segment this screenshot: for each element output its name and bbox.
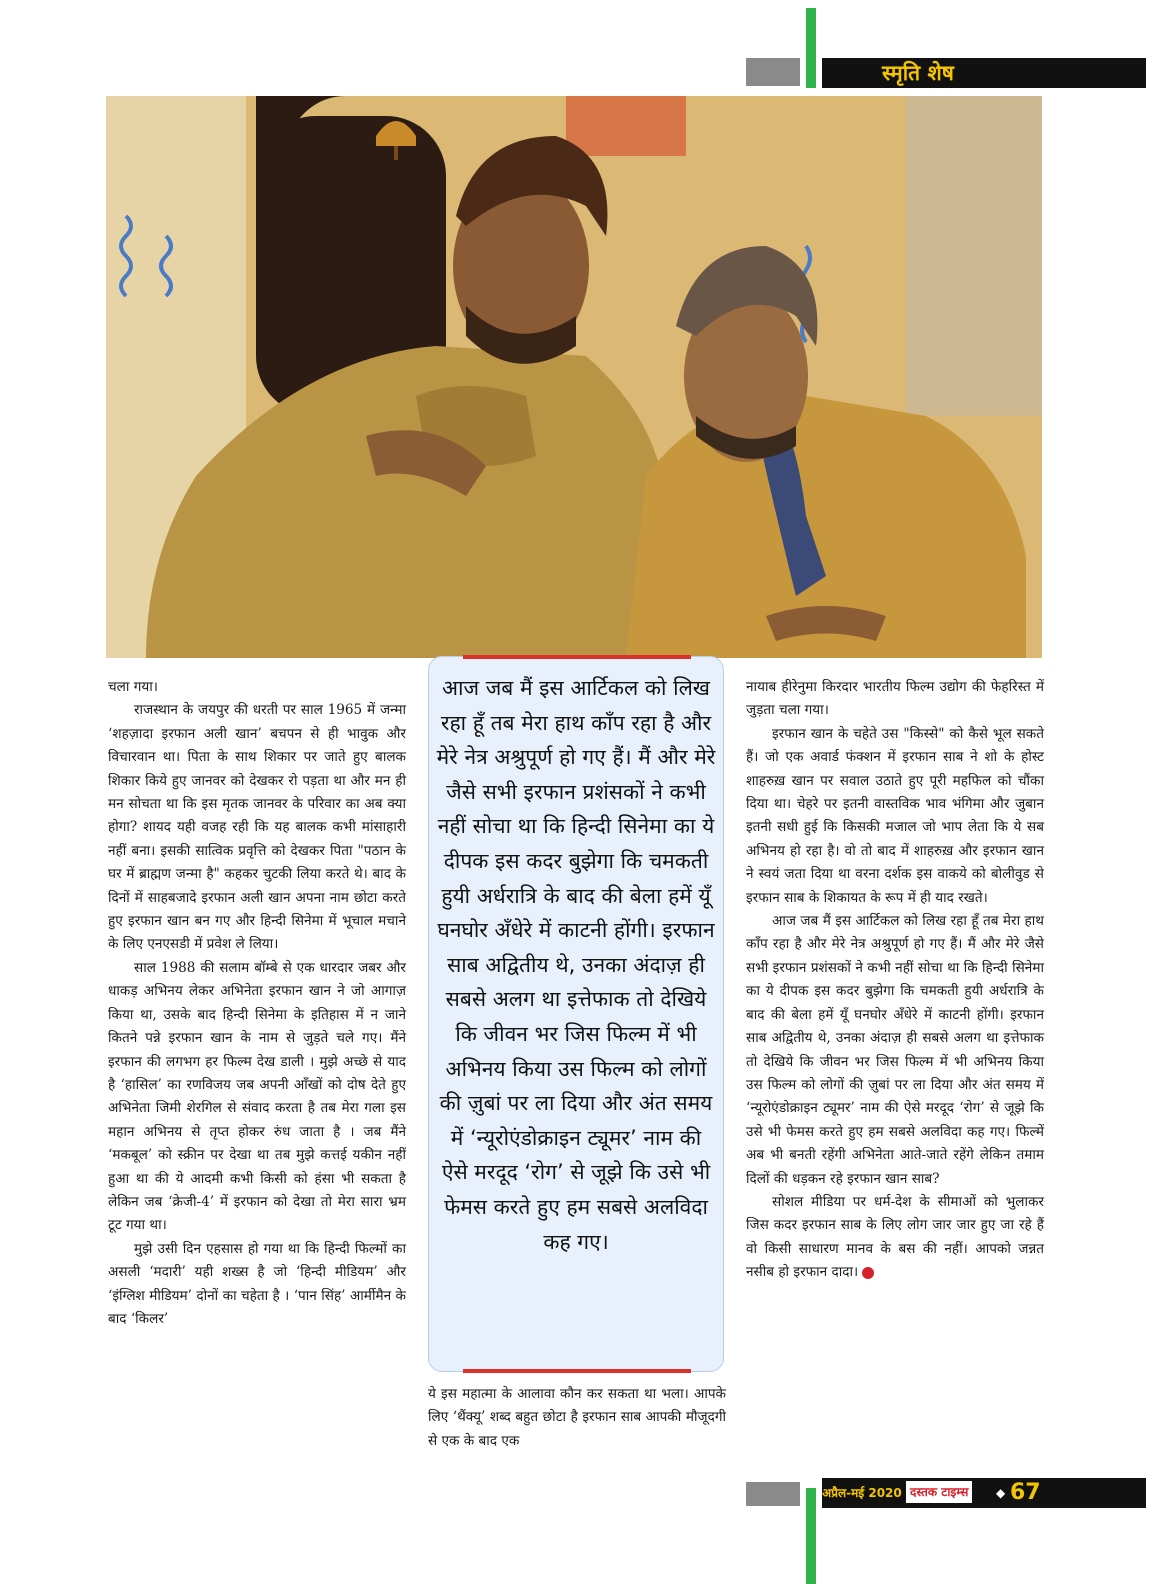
paragraph: आज जब मैं इस आर्टिकल को लिख रहा हूँ तब मेरा हाथ काँप रहा है और मेरे नेत्र अश्रुपूर्ण हो गए हैं। मैं और मेरे जैसे सभी इरफान प्रशंसकों ने कभी नहीं सोचा था कि हिन्दी सिनेमा का ये दीपक इस कदर बुझेगा कि चमकती हुयी अर्धरात्रि के बाद की बेला हमें यूँ घनघोर अँधेरे में काटनी होंगी। इरफान साब अद्वितीय थे, उनका अंदाज़ ही सबसे अलग था इत्तेफाक तो देखिये कि जीवन भर जिस फिल्म में भी अभिनय किया उस फिल्म को लोगों की ज़ुबां पर ला दिया और अंत समय में ‘न्यूरोएंडोक्राइन ट्यूमर’ नाम की ऐसे मरदूद ‘रोग’ से जूझे कि उसे भी फेमस करते हुए हम सबसे अलविदा कह गए। फिल्में अब भी बनती रहेंगी अभिनेता आते-जाते रहेंगे लेकिन तमाम दिलों की धड़कन रहे इरफान खान साब? <box>746 913 1044 1187</box>
magazine-logo: दस्तक टाइम्स <box>906 1481 972 1503</box>
header-grey-block <box>746 58 800 86</box>
footer-grey-block <box>746 1482 800 1506</box>
header-green-bar <box>806 8 816 88</box>
footer-green-bar <box>806 1488 816 1584</box>
pull-quote-text: आज जब मैं इस आर्टिकल को लिख रहा हूँ तब मेरा हाथ काँप रहा है और मेरे नेत्र अश्रुपूर्ण हो गए हैं। मैं और मेरे जैसे सभी इरफान प्रशंसकों ने कभी नहीं सोचा था कि हिन्दी सिनेमा का ये दीपक इस कदर बुझेगा कि चमकती हुयी अर्धरात्रि के बाद की बेला हमें यूँ घनघोर अँधेरे में काटनी होंगी। इरफान साब अद्वितीय थे, उनका अंदाज़ ही सबसे अलग था इत्तेफाक तो देखिये कि जीवन भर जिस फिल्म में भी अभिनय किया उस फिल्म को लोगों की ज़ुबां पर ला दिया और अंत समय में ‘न्यूरोएंडोक्राइन ट्यूमर’ नाम की ऐसे मरदूद ‘रोग’ से जूझे कि उसे भी फेमस करते हुए हम सबसे अलविदा कह गए। <box>436 676 716 1254</box>
pull-quote-top-rule <box>463 655 691 659</box>
paragraph: चला गया। <box>108 679 158 695</box>
issue-date: अप्रैल-मई 2020 <box>822 1486 902 1500</box>
paragraph: ये इस महात्मा के आलावा कौन कर सकता था भला। आपके लिए ‘थैंक्यू’ शब्द बहुत छोटा है इरफान साब आपकी मौजूदगी से एक के बाद एक <box>428 1386 726 1449</box>
film-still-photo <box>106 96 1042 658</box>
paragraph: राजस्थान के जयपुर की धरती पर साल 1965 में जन्मा ‘शहज़ादा इरफान अली खान’ बचपन से ही भावुक और विचारवान था। पिता के साथ शिकार पर जाते हुए बालक शिकार किये हुए जानवर को देखकर रो पड़ता था और मन ही मन सोचता था कि इस मृतक जानवर के परिवार का अब क्या होगा? शायद यही वजह रही कि यह बालक कभी मांसाहारी नहीं बना। इसकी सात्विक प्रवृत्ति को देखकर पिता "पठान के घर में ब्राह्मण जन्मा है" कहकर चुटकी लिया करते थे। बाद के दिनों में साहबजादे इरफान अली खान अपना नाम छोटा करते हुए इरफान खान बन गए और हिन्दी सिनेमा में भूचाल मचाने के लिए एनएसडी में प्रवेश ले लिया। <box>108 702 406 953</box>
pull-quote-box <box>428 656 724 1372</box>
article-column-2 <box>428 1383 726 1453</box>
paragraph: नायाब हीरेनुमा किरदार भारतीय फिल्म उद्योग की फेहरिस्त में जुड़ता चला गया। <box>746 679 1044 719</box>
section-label: स्मृति शेष <box>882 61 954 85</box>
paragraph: इरफान खान के चहेते उस "किस्से" को कैसे भूल सकते हैं। जो एक अवार्ड फंक्शन में इरफान साब ने शो के होस्ट शाहरुख़ खान पर सवाल उठाते हुए पूरी महफिल को चौंका दिया था। चेहरे पर इतनी वास्तविक भाव भंगिमा और जुबान इतनी सधी हुई कि किसकी मजाल जो भाप लेता कि ये सब अभिनय हो रहा है। वो तो बाद में शाहरुख़ और इरफान खान ने स्वयं जता दिया था वरना दर्शक इस वाकये को बोलीवुड से इरफान साब के शिकायत के रूप में ही याद रखते। <box>746 725 1044 906</box>
closing-paragraph-text: सोशल मीडिया पर धर्म-देश के सीमाओं को भुलाकर जिस कदर इरफान साब के लिए लोग जार जार हुए जा रहे हैं वो किसी साधारण मानव के बस की नहीं। आपको जन्नत नसीब हो इरफान दादा। <box>746 1193 1044 1281</box>
header-black-band <box>822 58 1146 88</box>
footer-bullet-icon: ◆ <box>996 1486 1006 1500</box>
article-column-3 <box>746 676 1044 1285</box>
film-still-illustration <box>106 96 1042 658</box>
paragraph <box>746 1191 1044 1285</box>
paragraph: मुझे उसी दिन एहसास हो गया था कि हिन्दी फिल्मों का असली ‘मदारी’ यही शख्स है जो ‘हिन्दी मीडियम’ और ‘इंग्लिश मीडियम’ दोनों का चहेता है । ‘पान सिंह’ आर्मीमैन के बाद ‘किलर’ <box>108 1240 406 1327</box>
end-mark-icon <box>862 1267 874 1279</box>
pull-quote-bottom-rule <box>463 1369 691 1373</box>
article-column-1 <box>108 676 406 1331</box>
page-number: 67 <box>1010 1480 1041 1505</box>
paragraph: साल 1988 की सलाम बॉम्बे से एक धारदार जबर और धाकड़ अभिनय लेकर अभिनेता इरफान खान ने जो आगाज़ किया था, उसके बाद हिन्दी सिनेमा के इतिहास में न जाने कितने पन्ने इरफान खान के नाम से जुड़ते चले गए। मैंने इरफान की लगभग हर फिल्म देख डाली । मुझे अच्छे से याद है ‘हासिल’ का रणविजय जब अपनी आँखों को दोष देते हुए अभिनेता जिमी शेरगिल से संवाद करता है तब मेरा गला इस महान अभिनय से तृप्त होकर रुंध जाता है । जब मैंने ‘मकबूल’ को स्क्रीन पर देखा था तब मुझे कत्तई यकीन नहीं हुआ था की ये आदमी कभी किसी को हंसा भी सकता है लेकिन जब ‘क्रेजी-4’ में इरफान को देखा तो मेरा सारा भ्रम टूट गया था। <box>108 959 406 1234</box>
